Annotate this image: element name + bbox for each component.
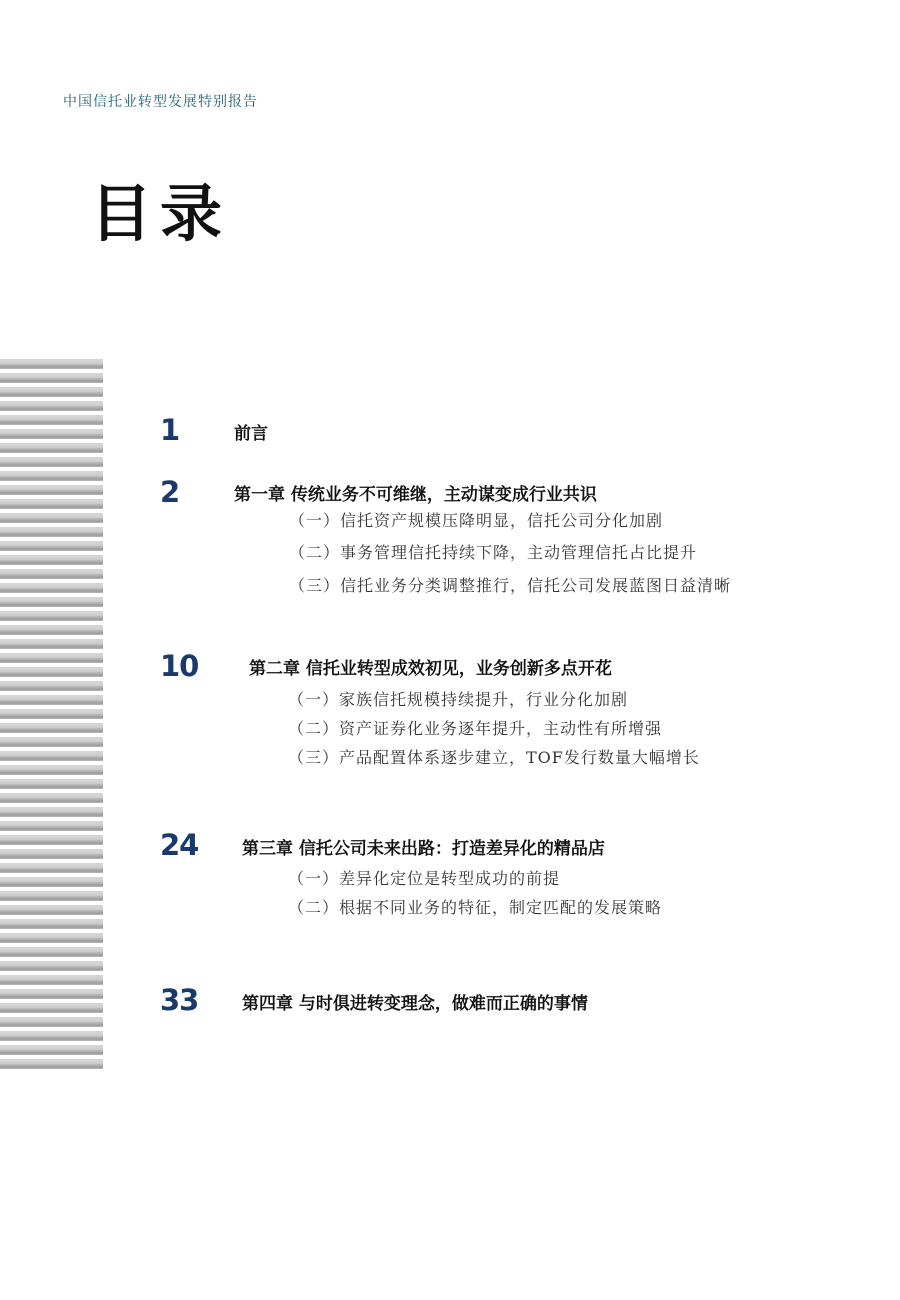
- toc-chapter-title: 第四章 与时俱进转变理念，做难而正确的事情: [242, 994, 588, 1014]
- toc-page-number: 1: [160, 413, 180, 447]
- toc-chapter-title: 前言: [234, 424, 268, 444]
- page-title: 目录: [90, 177, 231, 250]
- toc-chapter-title: 第一章 传统业务不可维继，主动谋变成行业共识: [234, 485, 597, 505]
- toc-section-item[interactable]: （三）信托业务分类调整推行，信托公司发展蓝图日益清晰: [289, 576, 732, 595]
- toc-section-item[interactable]: （一）差异化定位是转型成功的前提: [288, 869, 561, 888]
- toc-section-item[interactable]: （一）信托资产规模压降明显，信托公司分化加剧: [289, 511, 664, 530]
- toc-section-item[interactable]: （二）资产证券化业务逐年提升，主动性有所增强: [288, 719, 663, 738]
- decorative-stripe-bar: [0, 357, 103, 1071]
- toc-section-item[interactable]: （三）产品配置体系逐步建立，TOF发行数量大幅增长: [288, 748, 700, 767]
- toc-chapter-title: 第二章 信托业转型成效初见，业务创新多点开花: [249, 659, 612, 679]
- toc-page-number: 24: [160, 828, 199, 862]
- report-header-title: 中国信托业转型发展特别报告: [63, 94, 258, 110]
- toc-chapter-title: 第三章 信托公司未来出路：打造差异化的精品店: [242, 839, 605, 859]
- toc-page-number: 10: [160, 649, 199, 683]
- toc-section-item[interactable]: （二）事务管理信托持续下降，主动管理信托占比提升: [289, 543, 698, 562]
- toc-section-item[interactable]: （一）家族信托规模持续提升，行业分化加剧: [288, 690, 629, 709]
- toc-page-number: 2: [160, 475, 180, 509]
- toc-page-number: 33: [160, 983, 199, 1017]
- toc-section-item[interactable]: （二）根据不同业务的特征，制定匹配的发展策略: [288, 898, 663, 917]
